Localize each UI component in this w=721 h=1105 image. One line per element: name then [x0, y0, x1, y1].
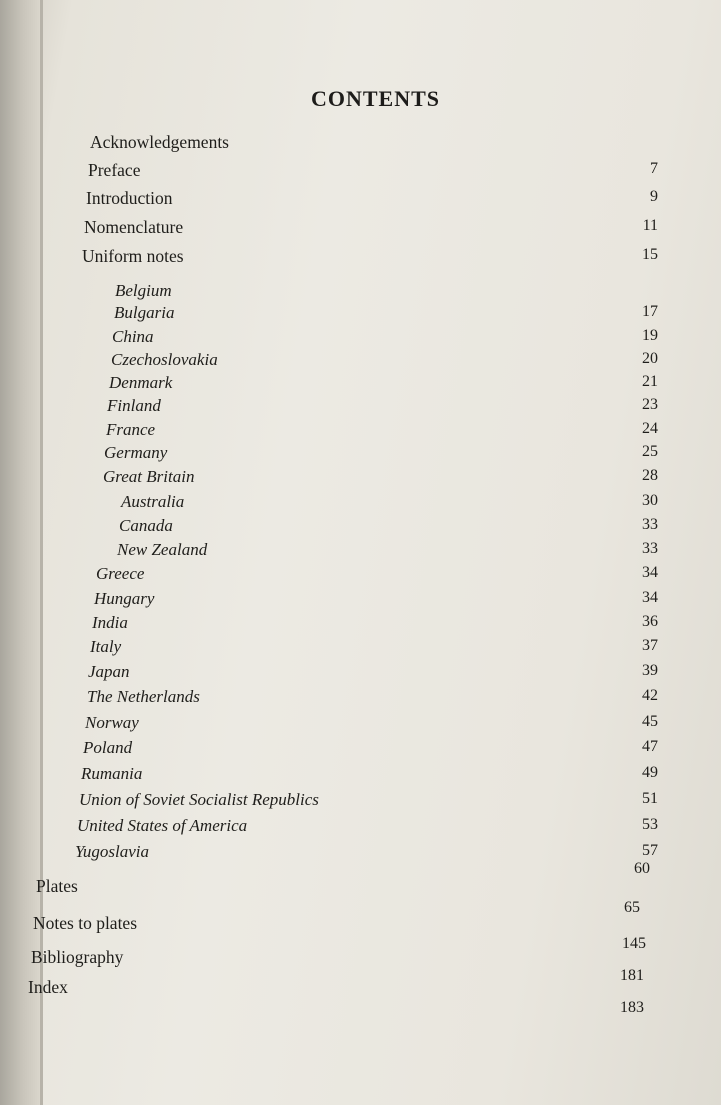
toc-entry-great-britain — [103, 467, 658, 491]
toc-entry-page: 47 — [642, 738, 658, 755]
toc-entry-label: China — [112, 327, 154, 346]
toc-entry-plates — [36, 876, 586, 900]
toc-entry-page: 145 — [622, 935, 646, 952]
toc-entry-page: 21 — [642, 373, 658, 390]
toc-entry-finland — [107, 396, 658, 420]
toc-entry-page: 11 — [642, 217, 658, 234]
toc-entry-label: Germany — [104, 443, 168, 462]
toc-entry-nomenclature — [84, 217, 658, 241]
toc-entry-page: 51 — [642, 790, 658, 807]
toc-entry-label: Acknowledgements — [90, 132, 229, 152]
toc-entry-page: 49 — [642, 764, 658, 781]
toc-entry-label: Bulgaria — [114, 303, 175, 322]
toc-entry-label: Belgium — [115, 281, 172, 300]
toc-entry-label: Yugoslavia — [75, 842, 150, 861]
toc-entry-label: Poland — [83, 738, 133, 757]
toc-entry-label: Union of Soviet Socialist Republics — [79, 790, 319, 809]
toc-entry-australia — [121, 492, 658, 516]
toc-entry-label: Norway — [85, 713, 139, 732]
toc-entry-page: 65 — [624, 899, 640, 916]
toc-page-number — [594, 999, 644, 1023]
toc-page-number — [596, 935, 646, 959]
toc-entry-japan — [88, 662, 658, 686]
toc-entry-rumania — [81, 764, 658, 788]
toc-entry-norway — [85, 713, 658, 737]
toc-entry-belgium — [115, 281, 658, 305]
toc-entry-bibliography — [31, 947, 581, 971]
toc-entry-denmark — [109, 373, 658, 397]
toc-entry-italy — [90, 637, 658, 661]
toc-entry-label: Greece — [96, 564, 145, 583]
toc-entry-label: Uniform notes — [82, 246, 184, 266]
toc-entry-label: Australia — [121, 492, 185, 511]
toc-page-number — [594, 967, 644, 991]
toc-entry-usa — [77, 816, 658, 840]
toc-entry-hungary — [94, 589, 658, 613]
toc-entry-china — [112, 327, 658, 351]
toc-entry-label: Bibliography — [31, 947, 124, 967]
toc-entry-page: 45 — [642, 713, 658, 730]
toc-entry-label: Great Britain — [103, 467, 195, 486]
toc-entry-label: Preface — [88, 160, 141, 180]
toc-page-number — [600, 860, 650, 884]
toc-entry-label: Canada — [119, 516, 173, 535]
toc-entry-label: Introduction — [86, 188, 173, 208]
toc-entry-page: 15 — [642, 246, 658, 263]
toc-entry-yugoslavia — [75, 842, 658, 866]
toc-entry-label: Index — [28, 977, 68, 997]
toc-entry-label: Rumania — [81, 764, 143, 783]
toc-entry-label: India — [92, 613, 128, 632]
toc-entry-notes-to-plates — [33, 913, 583, 937]
toc-entry-germany — [104, 443, 658, 467]
toc-entry-label: The Netherlands — [87, 687, 200, 706]
toc-entry-page: 39 — [642, 662, 658, 679]
toc-entry-page: 60 — [634, 860, 650, 877]
toc-entry-france — [106, 420, 658, 444]
toc-entry-label: France — [106, 420, 156, 439]
toc-entry-page: 36 — [642, 613, 658, 630]
toc-entry-page: 28 — [642, 467, 658, 484]
toc-entry-india — [92, 613, 658, 637]
toc-entry-page: 30 — [642, 492, 658, 509]
toc-entry-page: 53 — [642, 816, 658, 833]
toc-entry-page: 9 — [650, 188, 658, 205]
page-title: CONTENTS — [310, 86, 441, 111]
toc-entry-introduction — [86, 188, 658, 212]
toc-entry-label: Plates — [36, 876, 78, 896]
toc-entry-page: 17 — [642, 303, 658, 320]
toc-entry-page: 37 — [642, 637, 658, 654]
toc-entry-page: 42 — [642, 687, 658, 704]
toc-entry-label: Japan — [88, 662, 130, 681]
toc-entry-page: 34 — [642, 589, 658, 606]
toc-entry-label: Nomenclature — [84, 217, 184, 237]
toc-entry-ussr — [79, 790, 658, 814]
toc-entry-the-netherlands — [87, 687, 658, 711]
toc-entry-label: Hungary — [94, 589, 155, 608]
toc-entry-bulgaria — [114, 303, 658, 327]
toc-entry-greece — [96, 564, 658, 588]
toc-entry-page: 183 — [620, 999, 644, 1016]
toc-entry-page: 181 — [620, 967, 644, 984]
toc-entry-page: 25 — [642, 443, 658, 460]
toc-entry-acknowledgements — [90, 132, 658, 156]
toc-entry-label: Finland — [107, 396, 161, 415]
toc-entry-page: 24 — [642, 420, 658, 437]
toc-entry-page: 34 — [642, 564, 658, 581]
toc-entry-page: 57 — [642, 842, 658, 859]
toc-entry-page: 33 — [642, 516, 658, 533]
toc-entry-label: New Zealand — [117, 540, 208, 559]
toc-entry-label: United States of America — [77, 816, 248, 835]
toc-entry-preface — [88, 160, 658, 184]
toc-entry-czechoslovakia — [111, 350, 658, 374]
toc-entry-index — [28, 977, 578, 1001]
toc-entry-page: 20 — [642, 350, 658, 367]
toc-entry-label: Czechoslovakia — [111, 350, 218, 369]
toc-entry-label: Denmark — [109, 373, 173, 392]
toc-page-number — [590, 899, 640, 923]
toc-entry-label: Italy — [90, 637, 122, 656]
toc-entry-page: 33 — [642, 540, 658, 557]
toc-entry-canada — [119, 516, 658, 540]
toc-entry-new-zealand — [117, 540, 658, 564]
toc-entry-poland — [83, 738, 658, 762]
toc-entry-page: 23 — [642, 396, 658, 413]
toc-entry-page: 7 — [650, 160, 658, 177]
toc-entry-page: 19 — [642, 327, 658, 344]
toc-entry-uniform-notes — [82, 246, 658, 270]
toc-entry-label: Notes to plates — [33, 913, 138, 933]
